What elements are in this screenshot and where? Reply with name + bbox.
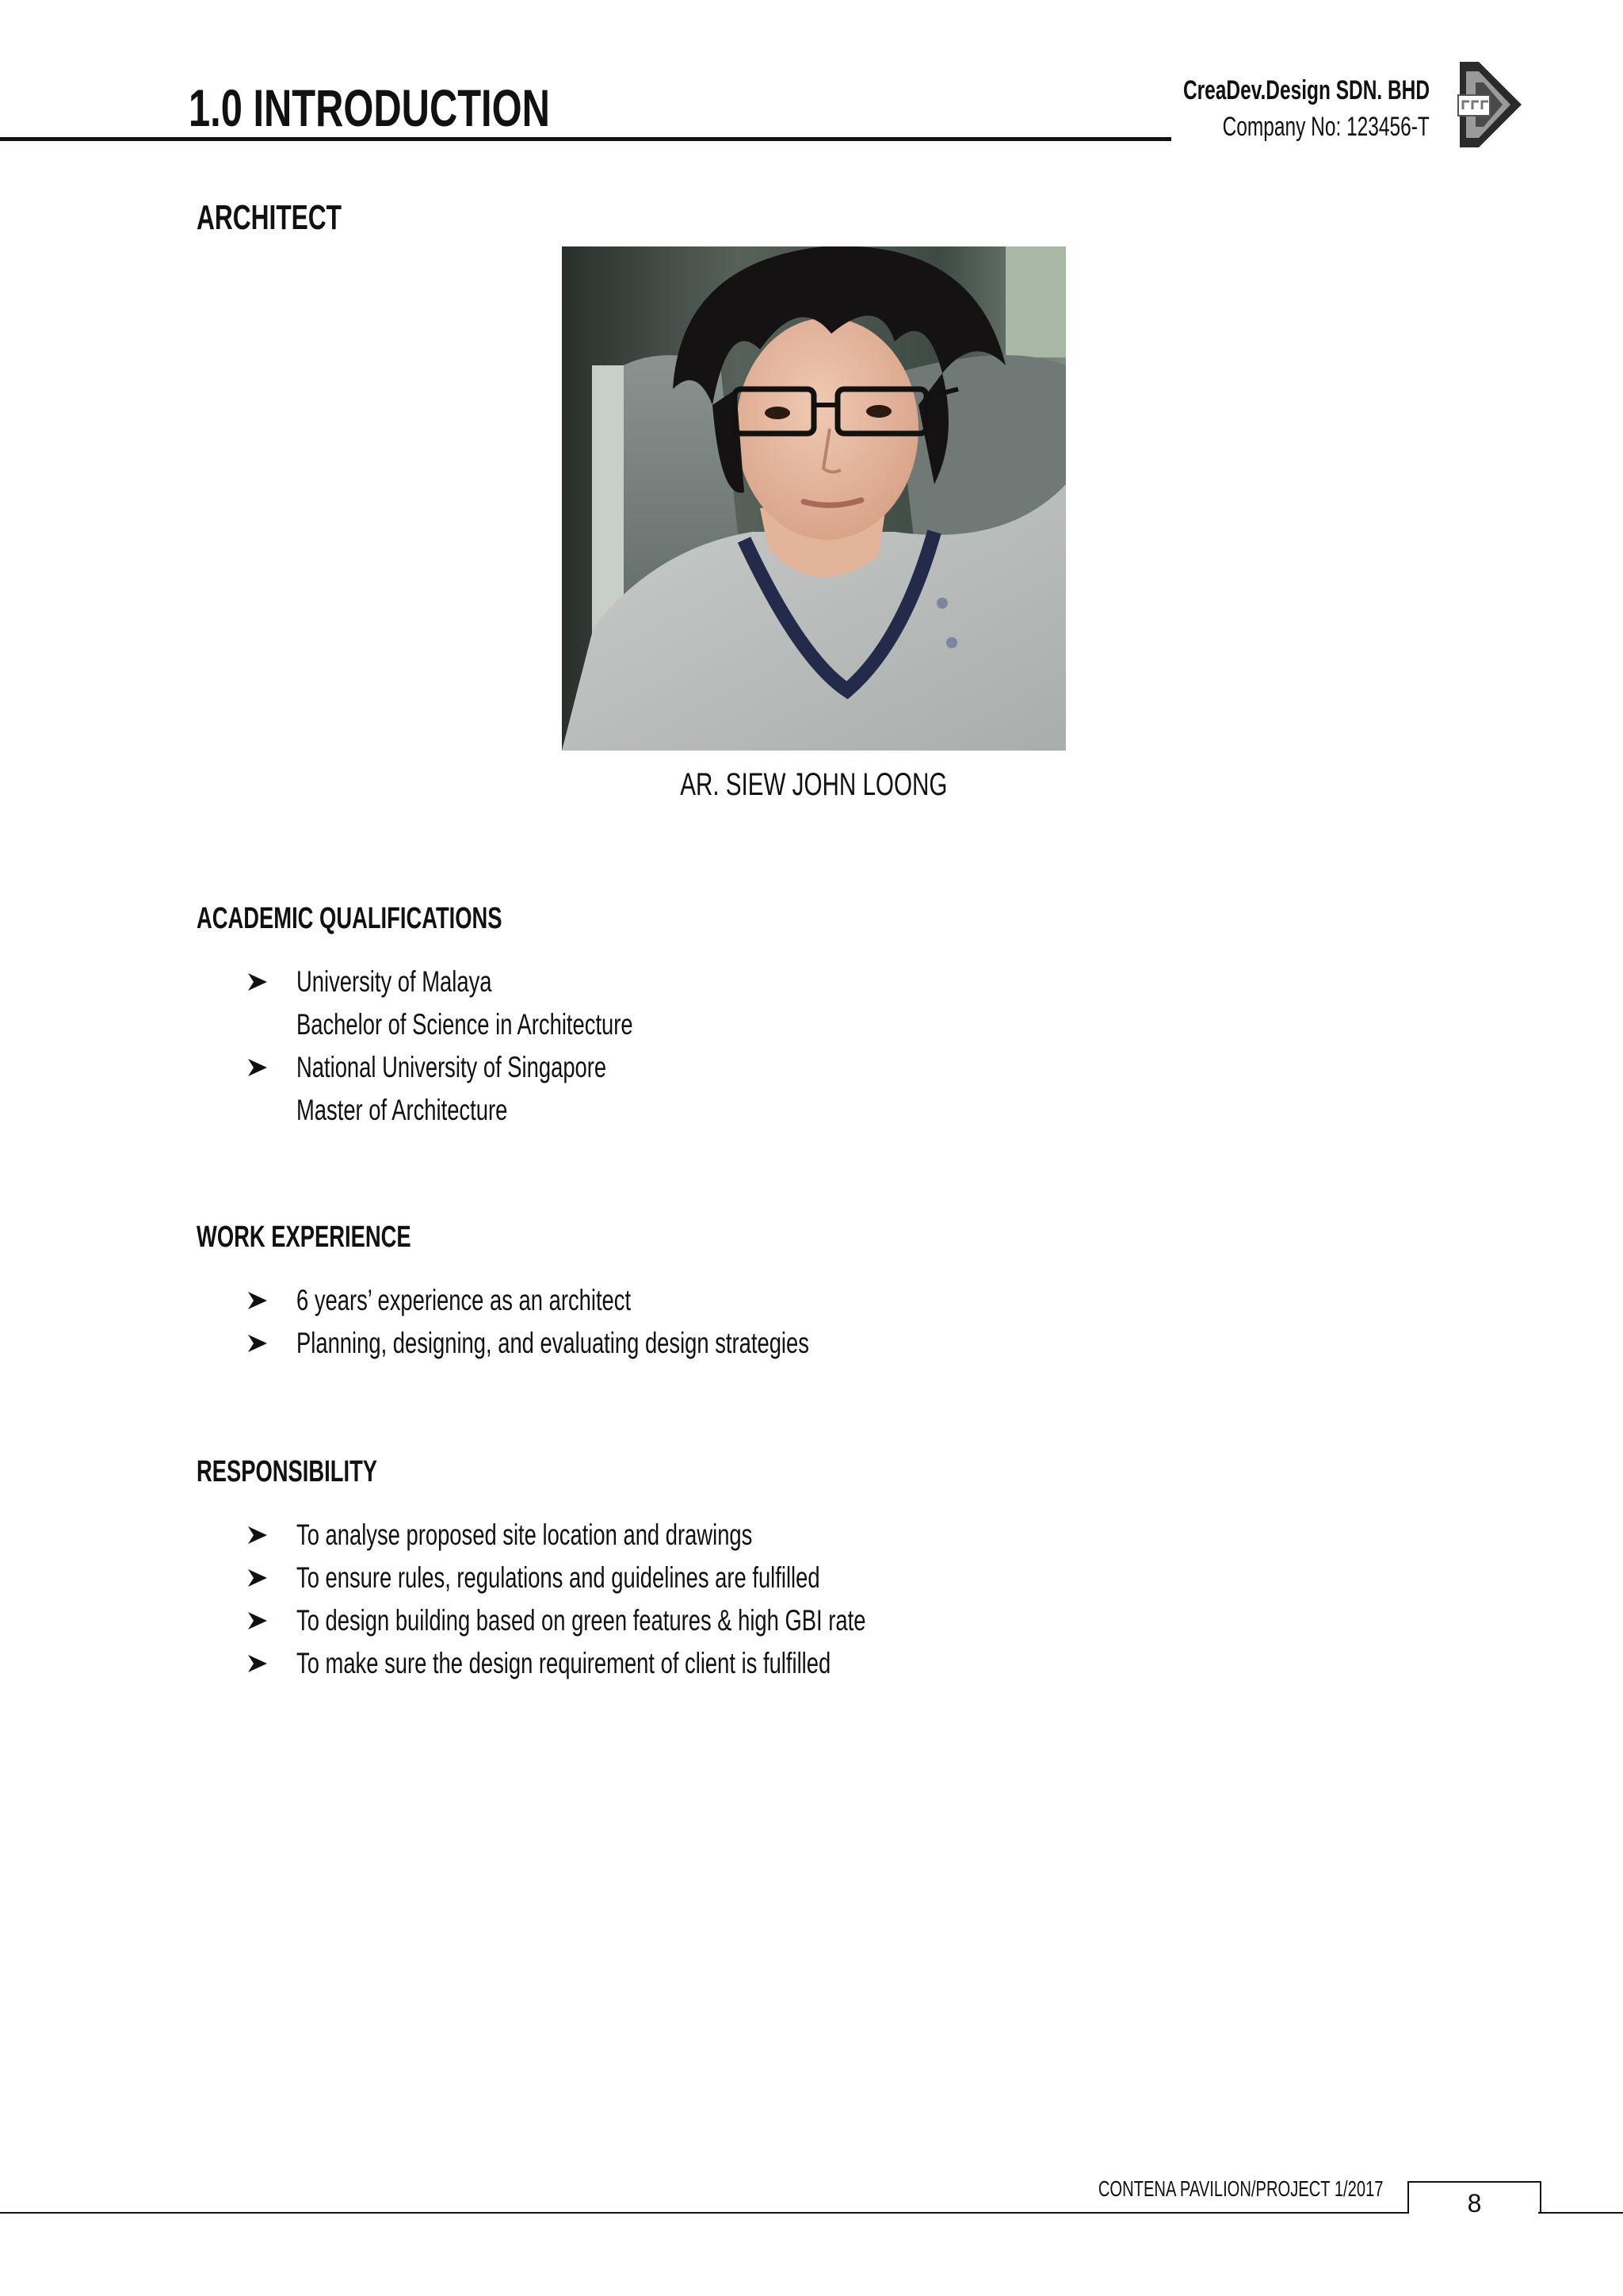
responsibility-item-4: To make sure the design requirement of client is fulfilled [296, 1647, 831, 1679]
academic-item-2-degree: Master of Architecture [296, 1094, 508, 1126]
section-heading-work-experience [197, 1217, 495, 1257]
arrow-bullet-icon [247, 1611, 268, 1630]
arrow-bullet-icon [247, 1334, 268, 1353]
architect-name [562, 765, 1066, 804]
responsibility-item-3: To design building based on green features & high GBI rate [296, 1604, 866, 1637]
company-number [1142, 111, 1430, 143]
list-item [247, 961, 751, 1046]
responsibility-item-1: To analyse proposed site location and drawings [296, 1519, 753, 1551]
responsibility-list [247, 1514, 1066, 1685]
arrow-bullet-icon [247, 1291, 268, 1310]
company-number-text: Company No: 123456-T [1222, 112, 1430, 142]
heading-responsibility-text: RESPONSIBILITY [197, 1455, 378, 1488]
list-item [247, 1599, 1066, 1642]
creadev-logo-icon [1455, 55, 1526, 151]
academic-item-1-degree: Bachelor of Science in Architecture [296, 1008, 633, 1041]
portrait-illustration [562, 246, 1066, 751]
arrow-bullet-icon [247, 1058, 268, 1077]
architect-portrait [562, 246, 1066, 751]
footer-project-text: CONTENA PAVILION/PROJECT 1/2017 [1098, 2176, 1384, 2201]
list-item [247, 1514, 1066, 1557]
page-number: 8 [1467, 2189, 1482, 2218]
academic-item-2-institution: National University of Singapore [296, 1051, 607, 1083]
arrow-bullet-icon [247, 1654, 268, 1673]
work-item-2: Planning, designing, and evaluating design strategies [296, 1327, 809, 1359]
company-name-text: CreaDev.Design SDN. BHD [1182, 75, 1430, 105]
work-item-1: 6 years’ experience as an architect [296, 1284, 632, 1316]
footer-project-label [987, 2175, 1384, 2203]
heading-work-text: WORK EXPERIENCE [197, 1221, 411, 1254]
heading-academic-text: ACADEMIC QUALIFICATIONS [197, 902, 502, 935]
list-item [247, 1557, 1066, 1599]
list-item [247, 1046, 751, 1132]
footer-divider-left [0, 2212, 1409, 2214]
arrow-bullet-icon [247, 1526, 268, 1545]
heading-architect-text: ARCHITECT [197, 198, 342, 237]
header-divider [0, 137, 1171, 141]
list-item [247, 1642, 1066, 1685]
list-item [247, 1279, 989, 1322]
company-name [1087, 74, 1430, 106]
responsibility-item-2: To ensure rules, regulations and guidelines are fulfilled [296, 1561, 820, 1594]
list-item [247, 1322, 989, 1365]
academic-item-1-institution: University of Malaya [296, 965, 492, 998]
arrow-bullet-icon [247, 1568, 268, 1587]
section-heading-academic [197, 899, 621, 938]
page-title: 1.0 INTRODUCTION [189, 78, 550, 137]
section-heading-architect [197, 198, 398, 238]
arrow-bullet-icon [247, 972, 268, 991]
work-experience-list [247, 1279, 989, 1365]
academic-list [247, 961, 751, 1132]
architect-name-text: AR. SIEW JOHN LOONG [680, 767, 948, 802]
section-heading-responsibility [197, 1452, 448, 1492]
footer-divider-right [1538, 2212, 1623, 2214]
